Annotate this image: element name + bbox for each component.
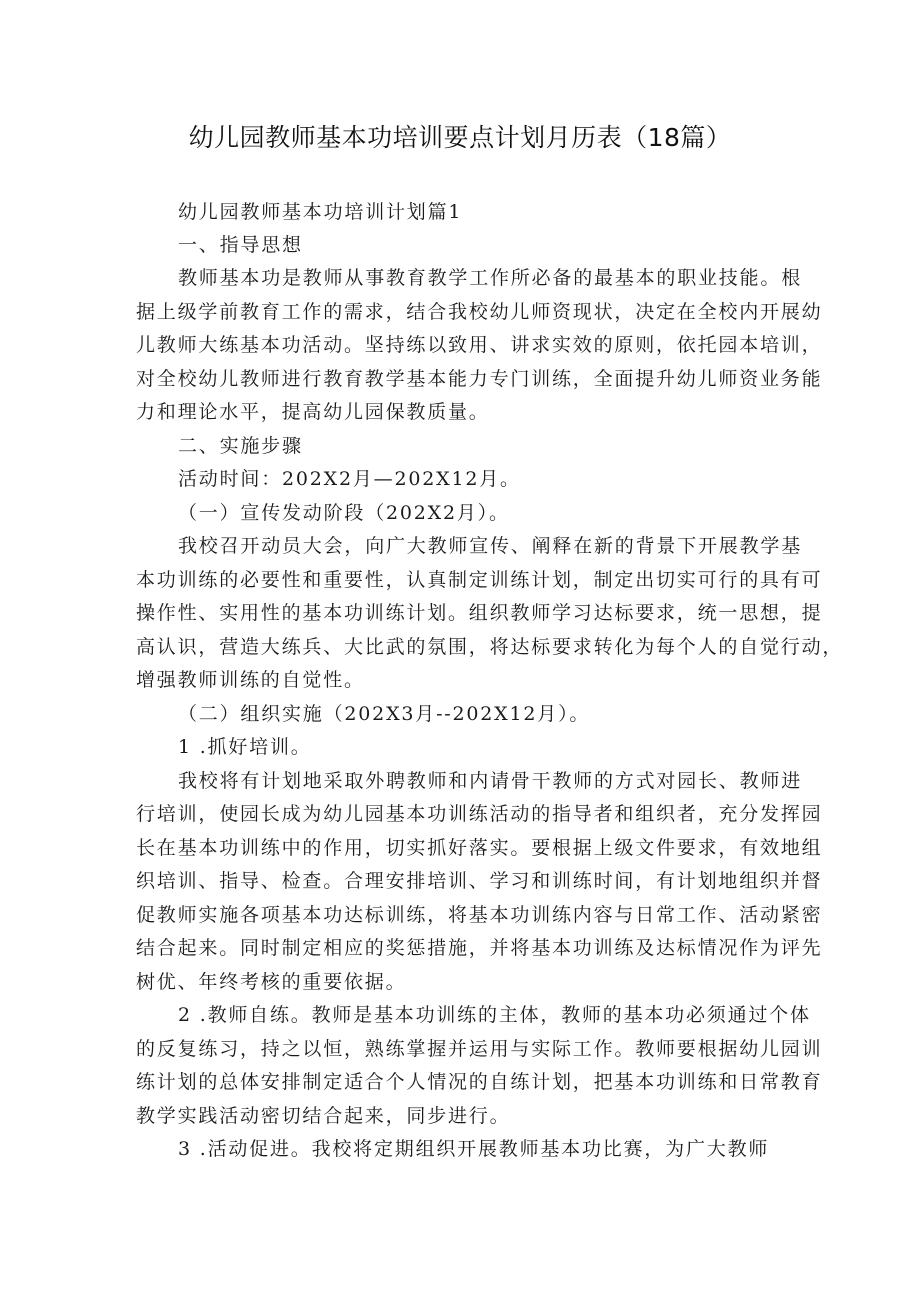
paragraph-line: 的反复练习，持之以恒，熟练掌握并运用与实际工作。教师要根据幼儿园训: [136, 1038, 823, 1060]
paragraph-line: 力和理论水平，提高幼儿园保教质量。: [136, 401, 490, 423]
paragraph-line: 儿教师大练基本功活动。坚持练以致用、讲求实效的原则，依托园本培训，: [136, 334, 823, 356]
paragraph-line: 操作性、实用性的基本功训练计划。组织教师学习达标要求，统一思想，提: [136, 602, 823, 624]
paragraph-line: 我校将有计划地采取外聘教师和内请骨干教师的方式对园长、教师进: [178, 770, 803, 792]
paragraph-line: 我校召开动员大会，向广大教师宣传、阐释在新的背景下开展教学基: [178, 535, 803, 557]
paragraph-line: 3 .活动促进。我校将定期组织开展教师基本功比赛，为广大教师: [178, 1138, 770, 1160]
paragraph-line: 本功训练的必要性和重要性，认真制定训练计划，制定出切实可行的具有可: [136, 569, 823, 591]
paragraph-line: 行培训，使园长成为幼儿园基本功训练活动的指导者和组织者，充分发挥园: [136, 803, 823, 825]
section-heading: 一、指导思想: [178, 234, 303, 256]
subsection-heading: （一）宣传发动阶段（202X2月）。: [178, 502, 510, 524]
paragraph-line: 练计划的总体安排制定适合个人情况的自练计划，把基本功训练和日常教育: [136, 1071, 823, 1093]
paragraph-line: 教师基本功是教师从事教育教学工作所必备的最基本的职业技能。根: [178, 267, 803, 289]
document-title: 幼儿园教师基本功培训要点计划月历表（18篇）: [188, 123, 732, 152]
section-heading: 二、实施步骤: [178, 435, 303, 457]
paragraph-line: 长在基本功训练中的作用，切实抓好落实。要根据上级文件要求，有效地组: [136, 837, 823, 859]
paragraph-line: 对全校幼儿教师进行教育教学基本能力专门训练，全面提升幼儿师资业务能: [136, 368, 823, 390]
paragraph-line: 据上级学前教育工作的需求，结合我校幼儿师资现状，决定在全校内开展幼: [136, 301, 823, 323]
paragraph-line: 2 .教师自练。教师是基本功训练的主体，教师的基本功必须通过个体: [178, 1004, 811, 1026]
paragraph-line: 织培训、指导、检查。合理安排培训、学习和训练时间，有计划地组织并督: [136, 870, 823, 892]
list-item-heading: 1 .抓好培训。: [178, 736, 312, 758]
paragraph-line: 高认识，营造大练兵、大比武的氛围，将达标要求转化为每个人的自觉行动，: [136, 636, 844, 658]
section-heading: 幼儿园教师基本功培训计划篇1: [178, 201, 463, 223]
paragraph-line: 结合起来。同时制定相应的奖惩措施，并将基本功训练及达标情况作为评先: [136, 937, 823, 959]
subsection-heading: （二）组织实施（202X3月--202X12月）。: [178, 703, 591, 725]
paragraph-line: 促教师实施各项基本功达标训练，将基本功训练内容与日常工作、活动紧密: [136, 904, 823, 926]
paragraph-line: 增强教师训练的自觉性。: [136, 669, 365, 691]
paragraph-line: 教学实践活动密切结合起来，同步进行。: [136, 1105, 511, 1127]
paragraph-line: 活动时间：202X2月—202X12月。: [178, 468, 521, 490]
paragraph-line: 树优、年终考核的重要依据。: [136, 971, 407, 993]
